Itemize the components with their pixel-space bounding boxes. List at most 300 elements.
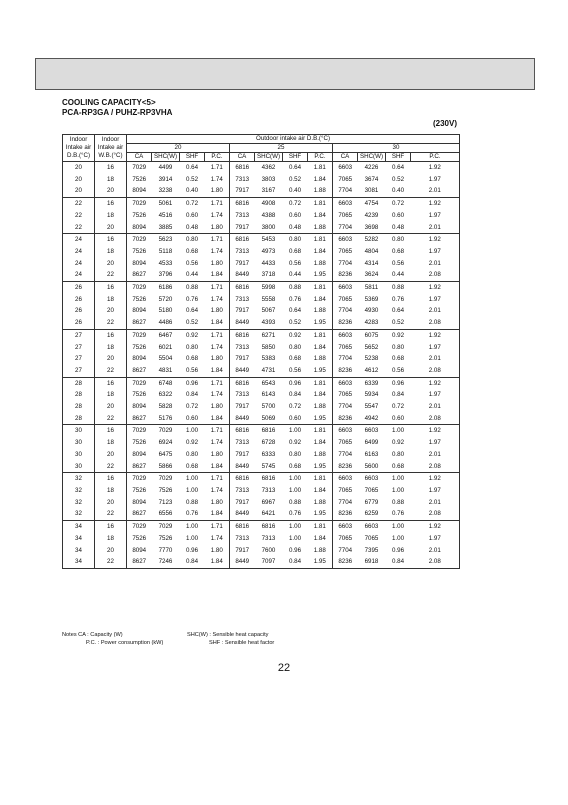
cell-value: 0.56 [185,259,199,267]
cell-indoor-wb: 20 [95,185,127,197]
cell-indoor-wb: 20 [95,497,127,509]
cell-value: 4754 [358,198,386,210]
cell-value: 6075 [358,329,386,341]
cell-value: 0.56 [391,259,405,267]
cell-value: 4499 [152,162,180,174]
cell-value: 1.84 [308,437,333,449]
cell-value: 0.84 [283,556,308,568]
cell-value: 7065 [364,534,379,542]
cell-value: 6271 [255,329,283,341]
cell-value: 0.80 [185,343,199,351]
cell-indoor-wb: 22 [95,556,127,568]
cell-indoor-db: 30 [63,437,95,449]
cell-value: 5383 [261,355,276,363]
cell-value: 7313 [230,294,255,306]
cell-indoor-wb: 22 [95,508,127,520]
cell-value: 7065 [333,485,358,497]
cell-value: 6816 [255,425,283,437]
cell-indoor-wb: 16 [95,198,127,210]
cell-value: 2.08 [411,461,460,473]
cell-value: 1.92 [411,162,460,174]
cell-value: 1.95 [308,508,333,520]
cell-value: 1.84 [308,485,333,497]
cell-value: 1.81 [308,234,333,246]
cell-value: 3718 [255,269,283,281]
cell-value: 1.97 [411,533,460,545]
cell-value: 2.01 [411,449,460,461]
cell-value: 0.48 [386,222,411,234]
cell-value: 6143 [261,391,276,399]
col-ca: CA [230,153,255,162]
cell-value: 3885 [152,222,180,234]
cell-value: 0.84 [391,391,405,399]
col-shc: SHC(W) [358,153,386,162]
cell-value: 8236 [333,317,358,329]
cell-value: 0.68 [185,355,199,363]
cell-indoor-db: 30 [63,449,95,461]
cell-value: 7917 [230,353,255,365]
cell-value: 5238 [364,355,379,363]
header-temp-25: 25 [230,144,333,153]
cell-value: 7065 [333,533,358,545]
table-row [63,485,460,497]
cell-value: 7704 [333,222,358,234]
cell-value: 3238 [152,185,180,197]
col-pc: P.C. [205,153,230,162]
cell-value: 0.80 [288,343,302,351]
cell-indoor-db: 28 [63,401,95,413]
cell-value: 1.95 [308,365,333,377]
cell-value: 3800 [255,222,283,234]
cell-indoor-wb: 20 [95,353,127,365]
cell-value: 1.00 [180,425,205,437]
cell-indoor-db: 22 [63,222,95,234]
col-ca: CA [333,153,358,162]
cell-value: 1.81 [308,198,333,210]
cell-value: 1.92 [411,234,460,246]
cell-value: 7065 [364,486,379,494]
cell-value: 7246 [152,556,180,568]
cell-value: 8094 [127,258,152,270]
cell-value: 0.56 [283,365,308,377]
cell-value: 0.68 [288,247,302,255]
cell-value: 3624 [358,269,386,281]
cell-value: 8094 [127,401,152,413]
cell-value: 0.52 [386,317,411,329]
cell-value: 7704 [333,401,358,413]
cell-indoor-wb: 16 [95,521,127,533]
cell-indoor-db: 32 [63,485,95,497]
cell-value: 1.84 [205,365,230,377]
table-row [63,533,460,545]
cell-value: 1.00 [288,486,302,494]
cell-value: 7770 [158,546,173,554]
cell-value: 6475 [158,450,173,458]
cell-indoor-wb: 22 [95,461,127,473]
cell-value: 5652 [364,343,379,351]
cell-value: 6021 [158,343,173,351]
cell-value: 0.44 [386,269,411,281]
cell-value: 1.00 [288,534,302,542]
cell-value: 6816 [230,234,255,246]
cell-value: 7704 [333,258,358,270]
cell-value: 6186 [152,282,180,294]
cell-value: 6924 [158,439,173,447]
cell-value: 6816 [230,521,255,533]
cell-indoor-wb: 20 [95,401,127,413]
note-shf: SHF : Sensible heat factor [209,640,275,646]
cell-value: 1.81 [308,425,333,437]
cell-value: 0.80 [391,450,405,458]
cell-value: 7029 [127,282,152,294]
col-shf: SHF [180,153,205,162]
cell-value: 7313 [230,174,255,186]
cell-value: 1.71 [205,521,230,533]
header-temp-30: 30 [333,144,460,153]
cell-value: 3914 [158,175,173,183]
cell-indoor-wb: 20 [95,222,127,234]
cell-value: 8449 [230,461,255,473]
cell-value: 4226 [358,162,386,174]
table-row [63,449,460,461]
cell-value: 0.96 [180,377,205,389]
title-line-1: COOLING CAPACITY<5> [62,98,156,107]
cell-value: 6918 [358,556,386,568]
cell-value: 0.64 [185,307,199,315]
cell-value: 7313 [230,389,255,401]
cell-value: 4433 [261,259,276,267]
cell-indoor-db: 34 [63,521,95,533]
cell-value: 2.08 [411,508,460,520]
cell-indoor-wb: 18 [95,246,127,258]
cell-value: 1.74 [205,533,230,545]
cell-value: 7704 [333,449,358,461]
cell-value: 7526 [127,246,152,258]
cell-value: 1.84 [308,246,333,258]
cell-value: 0.40 [180,185,205,197]
cell-value: 5118 [158,247,173,255]
cell-value: 1.88 [308,401,333,413]
cell-value: 7029 [152,473,180,485]
cell-value: 1.74 [205,485,230,497]
cell-value: 0.64 [288,307,302,315]
cell-value: 5504 [158,355,173,363]
cell-value: 1.95 [308,413,333,425]
cell-value: 5934 [364,391,379,399]
cell-value: 0.92 [283,329,308,341]
cell-value: 7526 [127,389,152,401]
cell-value: 1.00 [185,486,199,494]
cell-value: 8094 [127,497,152,509]
cell-value: 7029 [127,162,152,174]
cell-value: 1.00 [283,521,308,533]
cell-indoor-wb: 22 [95,413,127,425]
cell-value: 7029 [127,329,152,341]
title-line-2: PCA-RP3GA / PUHZ-RP3VHA [62,108,173,117]
cell-value: 4283 [358,317,386,329]
table-row [63,222,460,234]
cell-value: 5828 [158,403,173,411]
table-row [63,305,460,317]
cell-value: 7704 [333,353,358,365]
cell-value: 7917 [230,185,255,197]
cell-value: 4612 [358,365,386,377]
cell-value: 0.72 [391,403,405,411]
cell-value: 4362 [255,162,283,174]
cell-value: 7123 [158,498,173,506]
col-shc: SHC(W) [255,153,283,162]
cell-value: 1.84 [205,317,230,329]
cell-value: 1.74 [205,174,230,186]
col-pc: P.C. [411,153,460,162]
cell-value: 0.92 [391,439,405,447]
cell-indoor-wb: 20 [95,545,127,557]
cell-value: 6816 [230,377,255,389]
cell-value: 0.76 [288,295,302,303]
cell-indoor-db: 24 [63,258,95,270]
cell-indoor-wb: 18 [95,533,127,545]
cell-value: 8627 [127,365,152,377]
cell-value: 7526 [127,174,152,186]
cell-value: 0.60 [283,413,308,425]
cell-value: 7097 [255,556,283,568]
cell-value: 1.88 [308,545,333,557]
cell-value: 0.68 [391,355,405,363]
cell-value: 4533 [158,259,173,267]
cell-indoor-db: 26 [63,294,95,306]
cell-value: 7526 [158,534,173,542]
cell-value: 6748 [152,377,180,389]
cell-value: 1.74 [205,437,230,449]
cell-value: 0.68 [185,247,199,255]
table-row [63,269,460,281]
cell-value: 0.96 [288,546,302,554]
cell-value: 7029 [127,473,152,485]
cell-indoor-wb: 22 [95,365,127,377]
cell-value: 2.08 [411,317,460,329]
cell-value: 4942 [358,413,386,425]
cell-value: 1.80 [205,497,230,509]
cell-value: 0.64 [283,162,308,174]
cell-indoor-db: 27 [63,329,95,341]
cell-value: 5369 [364,295,379,303]
cell-value: 1.00 [386,425,411,437]
cell-value: 8236 [333,269,358,281]
cell-value: 8449 [230,365,255,377]
cell-value: 1.71 [205,377,230,389]
cell-value: 0.52 [288,175,302,183]
cell-indoor-db: 30 [63,461,95,473]
cell-value: 1.81 [308,521,333,533]
cell-indoor-db: 20 [63,185,95,197]
cell-value: 6543 [255,377,283,389]
cell-value: 2.01 [411,401,460,413]
cell-value: 4804 [364,247,379,255]
cell-value: 7526 [127,210,152,222]
cell-indoor-db: 24 [63,234,95,246]
table-row [63,246,460,258]
cell-value: 1.74 [205,210,230,222]
cell-value: 7917 [230,305,255,317]
cell-value: 0.80 [391,343,405,351]
cell-value: 1.88 [308,185,333,197]
cell-value: 4388 [261,211,276,219]
table-row [63,461,460,473]
cell-indoor-wb: 22 [95,317,127,329]
cell-value: 2.01 [411,258,460,270]
header-outdoor: Outdoor intake air D.B.(°C) [127,135,460,144]
page-title [62,98,172,118]
cell-value: 5811 [358,282,386,294]
cell-value: 8627 [127,556,152,568]
cell-value: 0.68 [386,461,411,473]
cell-value: 7526 [127,294,152,306]
cell-value: 1.92 [411,329,460,341]
cell-value: 7313 [230,246,255,258]
cell-indoor-db: 22 [63,198,95,210]
cell-value: 5745 [255,461,283,473]
cell-value: 1.92 [411,521,460,533]
cell-value: 1.71 [205,198,230,210]
cell-value: 1.81 [308,329,333,341]
cell-value: 1.80 [205,305,230,317]
header-temp-20: 20 [127,144,230,153]
cell-indoor-wb: 20 [95,305,127,317]
cell-indoor-db: 30 [63,425,95,437]
cell-value: 7029 [127,425,152,437]
cell-indoor-db: 34 [63,556,95,568]
cell-value: 1.92 [411,473,460,485]
table-row [63,425,460,437]
cell-value: 1.88 [308,222,333,234]
cell-value: 8449 [230,269,255,281]
cell-value: 8094 [127,185,152,197]
cell-value: 1.00 [283,473,308,485]
cell-value: 2.01 [411,545,460,557]
cell-value: 4908 [255,198,283,210]
cell-indoor-db: 20 [63,162,95,174]
cell-value: 7065 [333,437,358,449]
cell-value: 6556 [152,508,180,520]
cell-value: 7704 [333,305,358,317]
cell-value: 0.76 [391,295,405,303]
cell-value: 1.95 [308,461,333,473]
cell-value: 4516 [158,211,173,219]
cell-value: 1.97 [411,294,460,306]
cell-value: 6259 [358,508,386,520]
cell-value: 6816 [230,425,255,437]
cell-value: 7917 [230,497,255,509]
cell-value: 6816 [230,282,255,294]
cell-indoor-db: 34 [63,545,95,557]
cell-value: 1.88 [308,497,333,509]
cell-value: 0.64 [180,162,205,174]
cell-indoor-db: 28 [63,413,95,425]
cell-value: 0.84 [386,556,411,568]
cell-indoor-wb: 22 [95,269,127,281]
cell-value: 1.00 [185,534,199,542]
cell-value: 7313 [230,342,255,354]
cell-value: 0.92 [180,329,205,341]
cell-value: 5069 [255,413,283,425]
cell-value: 6967 [261,498,276,506]
cell-value: 1.88 [308,305,333,317]
cell-value: 0.72 [180,198,205,210]
cell-value: 7313 [261,534,276,542]
cell-value: 0.92 [386,329,411,341]
cell-value: 1.84 [308,342,333,354]
cell-value: 6603 [333,329,358,341]
cell-value: 6603 [358,425,386,437]
cell-value: 1.74 [205,342,230,354]
cell-indoor-wb: 16 [95,282,127,294]
cell-indoor-wb: 16 [95,234,127,246]
cell-value: 7600 [261,546,276,554]
cell-value: 0.84 [180,556,205,568]
cell-indoor-db: 22 [63,210,95,222]
notes [62,631,275,647]
cell-value: 0.88 [386,282,411,294]
cell-value: 1.74 [205,246,230,258]
cell-value: 4314 [364,259,379,267]
cell-value: 7029 [152,521,180,533]
cell-value: 0.56 [180,365,205,377]
cell-value: 1.92 [411,198,460,210]
cell-indoor-db: 24 [63,269,95,281]
cell-value: 6499 [364,439,379,447]
cell-value: 0.88 [288,498,302,506]
cell-value: 8236 [333,413,358,425]
cell-value: 7526 [127,342,152,354]
cell-value: 1.71 [205,282,230,294]
cell-indoor-wb: 16 [95,329,127,341]
cell-value: 0.52 [180,317,205,329]
cell-value: 0.72 [185,403,199,411]
cell-value: 0.60 [391,211,405,219]
cell-value: 7917 [230,401,255,413]
cell-value: 8094 [127,353,152,365]
cooling-capacity-table [62,134,460,569]
cell-value: 0.92 [185,439,199,447]
header-banner [35,58,535,90]
cell-value: 0.96 [391,546,405,554]
cell-value: 1.00 [386,473,411,485]
cell-value: 1.71 [205,425,230,437]
cell-value: 0.56 [386,365,411,377]
cell-value: 5623 [152,234,180,246]
cell-value: 7526 [127,485,152,497]
cell-value: 1.97 [411,485,460,497]
voltage-label: (230V) [432,119,457,128]
cell-value: 1.84 [205,461,230,473]
cell-value: 1.00 [180,521,205,533]
cell-indoor-db: 34 [63,533,95,545]
cell-value: 6728 [261,439,276,447]
cell-value: 1.88 [308,353,333,365]
cell-value: 1.00 [386,521,411,533]
cell-value: 6816 [255,473,283,485]
cell-value: 1.97 [411,389,460,401]
cell-value: 7065 [333,389,358,401]
cell-value: 6339 [358,377,386,389]
cell-value: 7704 [333,185,358,197]
cell-value: 6603 [358,521,386,533]
cell-value: 8236 [333,461,358,473]
cell-indoor-wb: 16 [95,425,127,437]
cell-value: 0.56 [288,259,302,267]
cell-value: 7917 [230,222,255,234]
cell-value: 2.01 [411,305,460,317]
